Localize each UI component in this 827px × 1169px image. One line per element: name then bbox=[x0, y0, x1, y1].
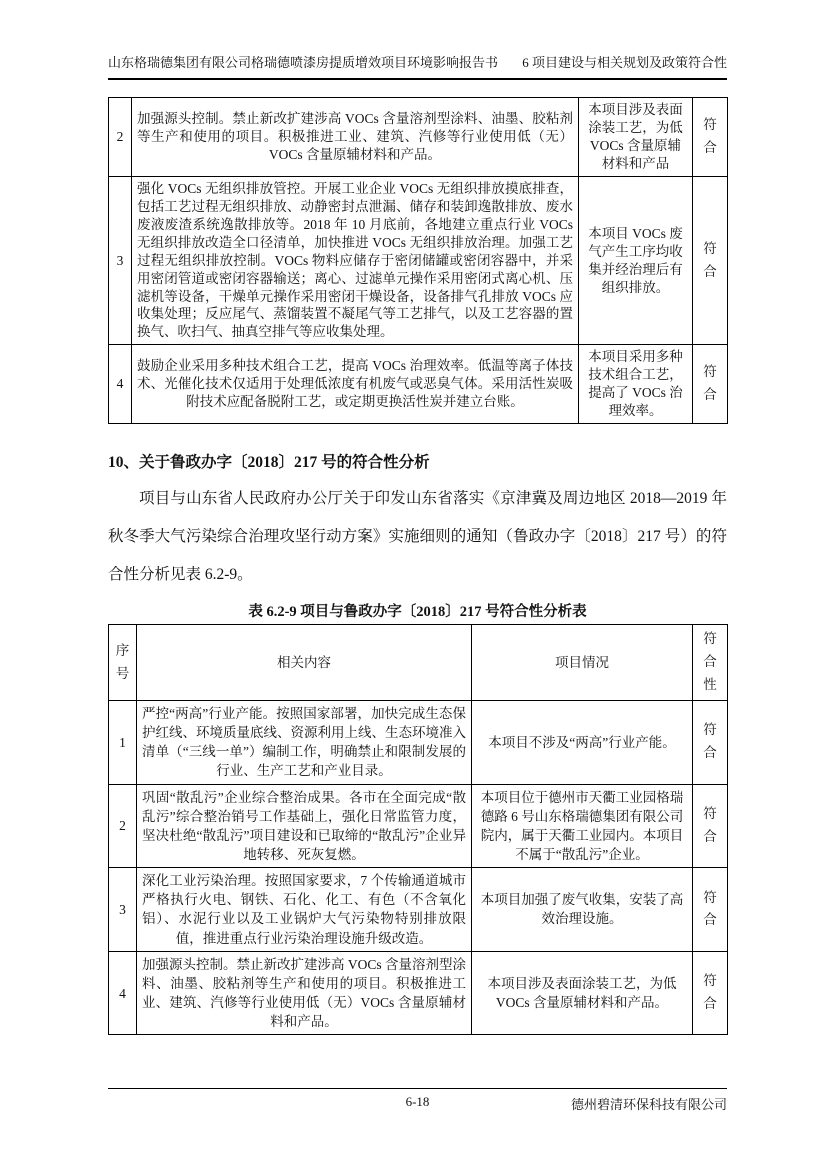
header-report-title: 山东格瑞德集团有限公司格瑞德喷漆房提质增效项目环境影响报告书 bbox=[108, 55, 499, 70]
page-header bbox=[108, 52, 727, 80]
section-heading: 10、关于鲁政办字〔2018〕217 号的符合性分析 bbox=[108, 454, 430, 472]
table-row bbox=[109, 345, 728, 424]
requirement-text: 加强源头控制。禁止新改扩建涉高 VOCs 含量溶剂型涂料、油墨、胶粘剂等生产和使用的项目。积极推进工业、建筑、汽修等行业使用低（无）VOCs 含量原辅材料和产品。 bbox=[132, 98, 579, 177]
project-situation-text: 本项目涉及表面涂装工艺，为低 VOCs 含量原辅材料和产品 bbox=[579, 98, 693, 177]
column-header-seq-text: 序号 bbox=[115, 642, 130, 681]
compliance-analysis-table bbox=[108, 624, 728, 1035]
compliance-verdict-text: 符合 bbox=[703, 805, 717, 844]
compliance-verdict bbox=[693, 868, 728, 952]
table1-body bbox=[109, 98, 728, 424]
row-number: 4 bbox=[109, 345, 132, 424]
table-row bbox=[109, 784, 728, 868]
compliance-verdict-text: 符合 bbox=[703, 240, 717, 279]
table-row bbox=[109, 176, 728, 345]
table-row bbox=[109, 868, 728, 952]
requirement-text: 加强源头控制。禁止新改扩建涉高 VOCs 含量溶剂型涂料、油墨、胶粘剂等生产和使用的项目。积极推进工业、建筑、汽修等行业使用低（无）VOCs 含量原辅材料和产品。 bbox=[137, 951, 472, 1035]
requirement-text: 深化工业污染治理。按照国家要求，7 个传输通道城市严格执行火电、钢铁、石化、化工、有色（不含氧化铝）、水泥行业以及工业锅炉大气污染物特别排放限值，推进重点行业污染治理设施升级改造。 bbox=[137, 868, 472, 952]
page-number: 6-18 bbox=[405, 1094, 430, 1109]
project-situation-text: 本项目位于德州市天衢工业园格瑞德路 6 号山东格瑞德集团有限公司院内，属于天衢工业园内。本项目不属于“散乱污”企业。 bbox=[472, 784, 693, 868]
compliance-verdict-text: 符合 bbox=[703, 364, 717, 403]
row-number: 4 bbox=[109, 951, 137, 1035]
project-situation-text: 本项目 VOCs 废气产生工序均收集并经治理后有组织排放。 bbox=[579, 176, 693, 345]
project-situation-text: 本项目加强了废气收集，安装了高效治理设施。 bbox=[472, 868, 693, 952]
header-chapter-title: 6 项目建设与相关规划及政策符合性 bbox=[522, 55, 727, 70]
row-number: 1 bbox=[109, 700, 137, 784]
column-header-seq bbox=[109, 625, 137, 701]
content-column bbox=[108, 52, 727, 1035]
compliance-verdict bbox=[693, 345, 728, 424]
project-situation-text: 本项目不涉及“两高”行业产能。 bbox=[472, 700, 693, 784]
row-number: 3 bbox=[109, 868, 137, 952]
page-footer bbox=[108, 1088, 727, 1118]
project-situation-text: 本项目涉及表面涂装工艺，为低 VOCs 含量原辅材料和产品。 bbox=[472, 951, 693, 1035]
row-number: 2 bbox=[109, 98, 132, 177]
policy-compliance-table-continued bbox=[108, 97, 728, 424]
table-row bbox=[109, 98, 728, 177]
column-header-verdict bbox=[693, 625, 728, 701]
compliance-verdict-text: 符合 bbox=[703, 722, 717, 761]
footer-company: 德州碧清环保科技有限公司 bbox=[570, 1097, 727, 1112]
column-header-verdict-text: 符合性 bbox=[703, 631, 717, 692]
requirement-text: 鼓励企业采用多种技术组合工艺，提高 VOCs 治理效率。低温等离子体技术、光催化技术仅适用于处理低浓度有机废气或恶臭气体。采用活性炭吸附技术应配备脱附工艺，或定期更换活性炭并建立台账。 bbox=[132, 345, 579, 424]
compliance-verdict bbox=[693, 700, 728, 784]
compliance-verdict bbox=[693, 176, 728, 345]
requirement-text: 强化 VOCs 无组织排放管控。开展工业企业 VOCs 无组织排放摸底排查，包括工艺过程无组织排放、动静密封点泄漏、储存和装卸逸散排放、废水废液废渣系统逸散排放等。2018 年 10 月底前，各地建立重点行业 VOCs 无组织排放改造全口径清单，加快推进 VOCs 无组织排放治理。加强工艺过程无组织排放控制。VOCs 物料应储存于密闭储罐或密闭容器中，并采用密闭管道或密闭容器输送；离心、过滤单元操作采用密闭式离心机、压滤机等设备，干燥单元操作采用密闭干燥设备，设备排气孔排放 VOCs 应收集处理；反应尾气、蒸馏装置不凝尾气等工艺排气，以及工艺容器的置换气、吹扫气、抽真空排气等应收集处理。 bbox=[132, 176, 579, 345]
table-row bbox=[109, 951, 728, 1035]
column-header-status: 项目情况 bbox=[472, 625, 693, 701]
requirement-text: 巩固“散乱污”企业综合整治成果。各市在全面完成“散乱污”综合整治销号工作基础上，强化日常监管力度，坚决杜绝“散乱污”项目建设和已取缔的“散乱污”企业异地转移、死灰复燃。 bbox=[137, 784, 472, 868]
project-situation-text: 本项目采用多种技术组合工艺，提高了 VOCs 治理效率。 bbox=[579, 345, 693, 424]
table2-body bbox=[109, 700, 728, 1035]
compliance-verdict bbox=[693, 951, 728, 1035]
table2-header bbox=[109, 625, 728, 701]
table-caption: 表 6.2-9 项目与鲁政办字〔2018〕217 号符合性分析表 bbox=[248, 604, 587, 621]
compliance-verdict bbox=[693, 98, 728, 177]
row-number: 3 bbox=[109, 176, 132, 345]
compliance-verdict bbox=[693, 784, 728, 868]
compliance-verdict-text: 符合 bbox=[703, 973, 717, 1012]
table-header-row bbox=[109, 625, 728, 701]
table-row bbox=[109, 700, 728, 784]
requirement-text: 严控“两高”行业产能。按照国家部署，加快完成生态保护红线、环境质量底线、资源利用上线、生态环境准入清单（“三线一单”）编制工作，明确禁止和限制发展的行业、生产工艺和产业目录。 bbox=[137, 700, 472, 784]
section-paragraph: 项目与山东省人民政府办公厅关于印发山东省落实《京津冀及周边地区 2018—2019 年秋冬季大气污染综合治理攻坚行动方案》实施细则的通知（鲁政办字〔2018〕217 号）的符合性分析见表 6.2-9。 bbox=[108, 490, 727, 584]
compliance-verdict-text: 符合 bbox=[703, 889, 717, 928]
compliance-verdict-text: 符合 bbox=[703, 116, 717, 155]
row-number: 2 bbox=[109, 784, 137, 868]
column-header-content: 相关内容 bbox=[137, 625, 472, 701]
